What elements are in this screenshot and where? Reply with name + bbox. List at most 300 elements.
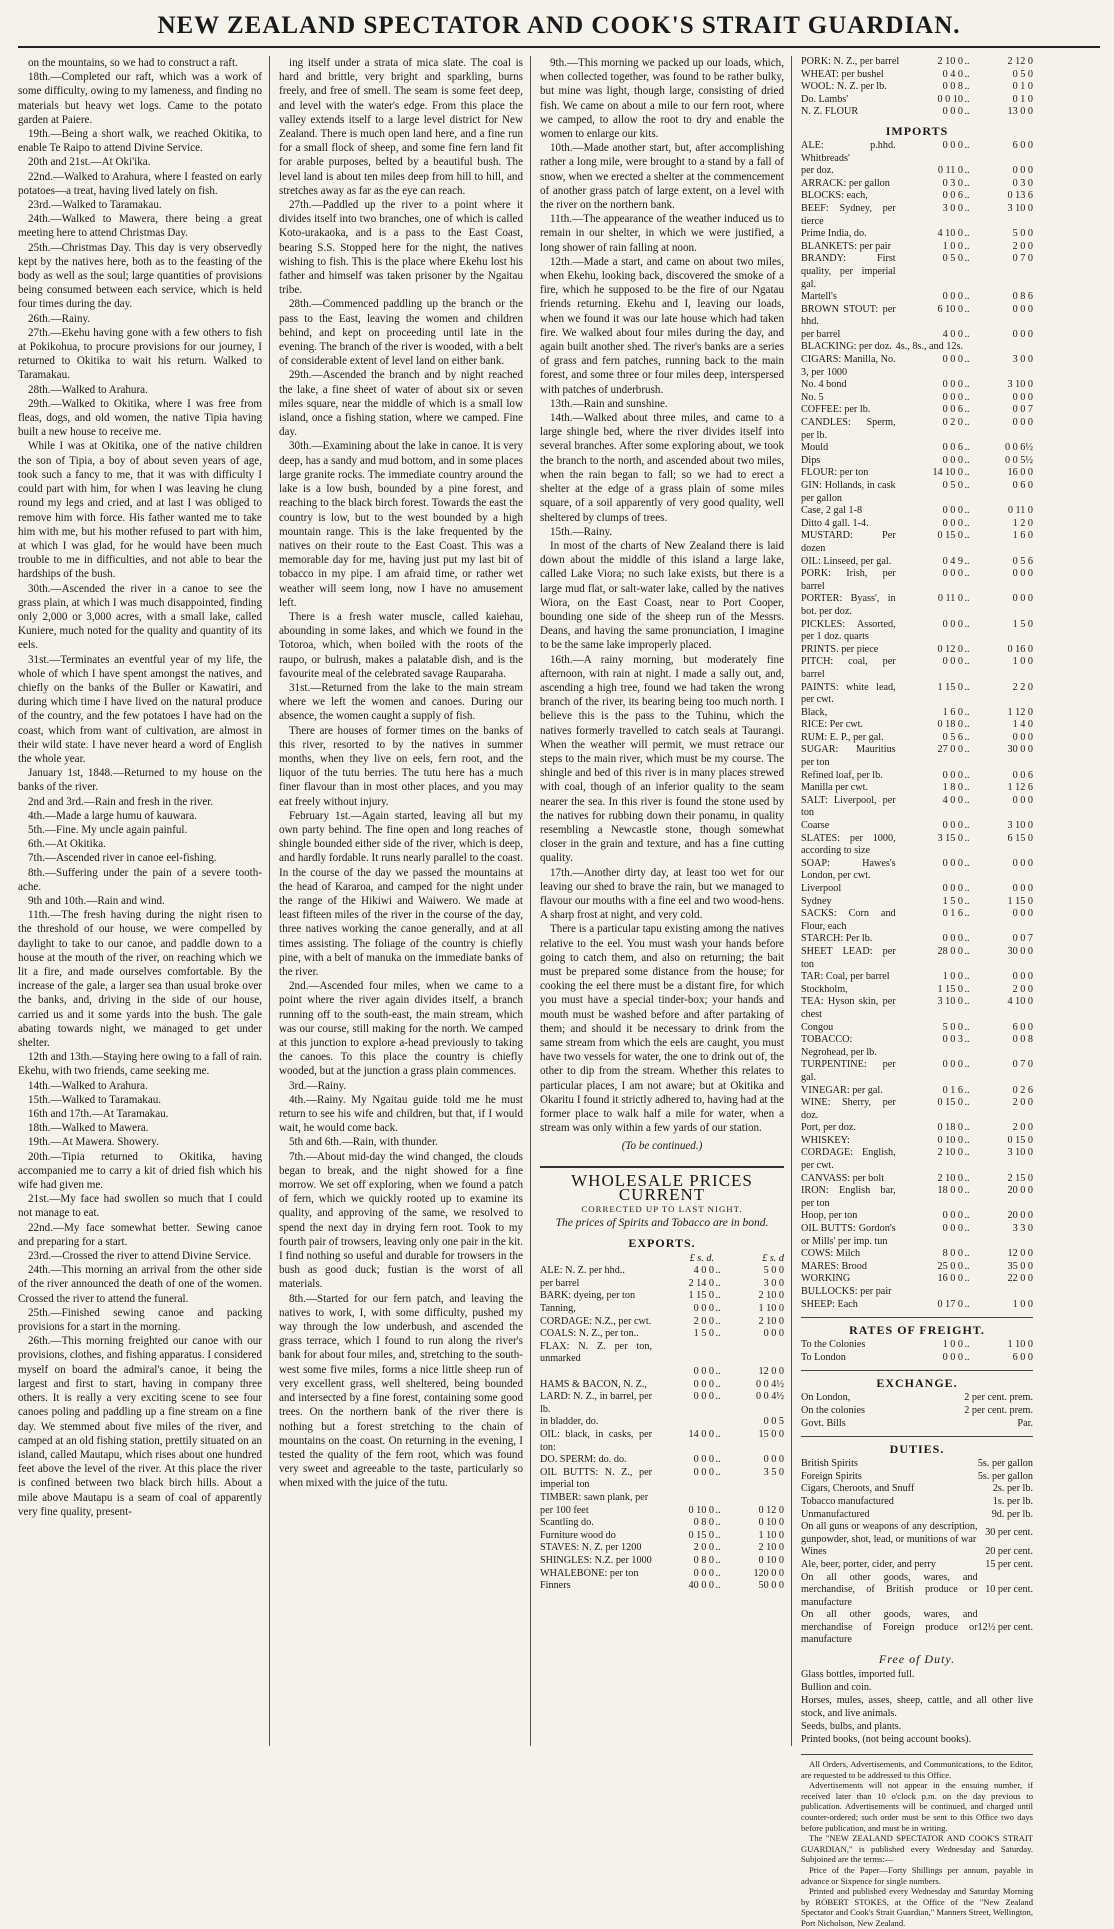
price-from: 3 10 0 xyxy=(937,996,963,1008)
price-to: 0 11 0 xyxy=(1007,505,1033,517)
price-to: 0 0 0 xyxy=(1012,165,1033,177)
price-item: SLATES: per 1000, according to size xyxy=(801,832,896,857)
price-item: ALE: p.hhd. Whitbreads' xyxy=(801,139,896,164)
paragraph: In most of the charts of New Zealand there is laid down about the middle of this island a large lake, called Lake Viora; no such lake exists, but there is a large mud flat, or salt-water lake, called by the natives Wiora, on the East Coast, near to Port Cooper, bounding one side of the sheep run of the Messrs. Deans, and having the same pronunciation, I imagine to be the same lake improperly placed. xyxy=(540,539,784,652)
price-item: STARCH: Per lb. xyxy=(801,933,873,945)
price-item: SOAP: Hawes's London, per cwt. xyxy=(801,857,896,882)
rate-value: 2 per cent. prem. xyxy=(964,1404,1033,1416)
price-from: 0 0 0 xyxy=(942,354,963,366)
price-row: To London 0 0 0 .. 6 0 0 xyxy=(801,1351,1033,1363)
price-to: 2 0 0 xyxy=(1012,1097,1033,1109)
column-2 xyxy=(279,56,531,1746)
price-to: 16 0 0 xyxy=(1007,467,1033,479)
paragraph: 12th and 13th.—Staying here owing to a fall of rain. Ekehu, with two friends, came seeking me. xyxy=(18,1051,262,1078)
price-to: 12 0 0 xyxy=(1007,1248,1033,1260)
paragraph: 28th.—Walked to Arahura. xyxy=(28,383,148,396)
price-row: PITCH: coal, per barrel 0 0 0 .. 1 0 0 xyxy=(801,656,1033,680)
paragraph: While I was at Okitika, one of the native children the son of Tipia, a boy of about seven years of age, took such a fancy to me, that it was with difficulty I could part with him, for when I was leaving he clung round my legs and cried, and at last I was obliged to remove him with force. His father wanted me to take him with me, but his mother refused to part with him, at which I was glad, for he would have been much trouble to me in difficulties, and not able to bear the hardships of the bush. xyxy=(18,440,262,581)
price-row: SACKS: Corn and Flour, each 0 1 6 .. 0 0 0 xyxy=(801,908,1033,932)
price-row: Finners 40 0 0 .. 50 0 0 xyxy=(540,1580,784,1592)
price-item: Scantling do. xyxy=(540,1517,594,1529)
paragraph: 29th.—Ascended the branch and by night reached the lake, a fine sheet of water of about six or seven miles square, near the middle of which is a small low island, once a fishing station, where we camped. Fine day. xyxy=(279,369,523,439)
imprint-paragraph: All Orders, Advertisements, and Communications, to the Editor, are requested to be addressed to this Office. xyxy=(801,1759,1033,1780)
price-row: Martell's 0 0 0 .. 0 8 6 xyxy=(801,291,1033,303)
price-from: 0 15 0 xyxy=(937,530,963,542)
price-from: 4 0 0 xyxy=(942,794,963,806)
price-from: 0 0 0 xyxy=(942,568,963,580)
price-row: Ditto 4 gall. 1-4. 0 0 0 .. 1 2 0 xyxy=(801,517,1033,529)
price-item: per doz. xyxy=(801,165,834,177)
price-item: SHEET LEAD: per ton xyxy=(801,945,896,970)
price-row: PORK: Irish, per barrel 0 0 0 .. 0 0 0 xyxy=(801,568,1033,592)
price-item: WINE: Sherry, per doz. xyxy=(801,1097,896,1121)
price-to: 5 0 0 xyxy=(763,1265,784,1277)
price-to: 0 0 8 xyxy=(1012,1034,1033,1046)
price-row: N. Z. FLOUR 0 0 0 .. 13 0 0 xyxy=(801,106,1033,118)
paragraph: 4th.—Rainy. My Ngaitau guide told me he must return to see his wife and children, but that, if I would wait, he would come back. xyxy=(279,1093,523,1135)
price-to: 2 10 0 xyxy=(758,1315,784,1327)
freight-table xyxy=(801,1339,1033,1364)
paragraph: 31st.—Returned from the lake to the main stream where we left the women and canoes. During our absence, the women caught a supply of fish. xyxy=(279,681,523,723)
price-row: COALS: N. Z., per ton.. 1 5 0 .. 0 0 0 xyxy=(540,1328,784,1340)
price-row: MARES: Brood 25 0 0 .. 35 0 0 xyxy=(801,1260,1033,1272)
price-from: 3 15 0 xyxy=(937,832,963,844)
free-list xyxy=(801,1668,1033,1746)
paragraph: 7th.—About mid-day the wind changed, the clouds began to break, and the night showed for a fine morrow. We set off exploring, when we found a patch of fern, which we quickly rooted up to examine its quality, and approving of the same, we resolved to spend the next day in drying fern root. Took to my fourth pair of trowsers, leaving only one pair in the kit. I find nothing so useful and durable for trowsers in the bush as good duck; fustian is the worst of all materials. xyxy=(279,1150,524,1291)
paragraph: 18th.—Completed our raft, which was a work of some difficulty, owing to my lameness, and finding no materials but heavy wet logs. Came to the potato garden at Paiere. xyxy=(18,71,262,126)
price-to: 2 0 0 xyxy=(1012,983,1033,995)
price-row xyxy=(540,1416,784,1429)
price-to: 0 0 0 xyxy=(1012,883,1033,894)
price-row: TEA: Hyson skin, per chest 3 10 0 .. 4 10 0 xyxy=(801,996,1033,1020)
price-to: 12 0 0 xyxy=(758,1366,784,1377)
paragraph: 18th.—Walked to Mawera. xyxy=(28,1122,149,1135)
price-from: 0 0 0 xyxy=(942,769,963,781)
price-to: 0 0 6½ xyxy=(1004,442,1033,454)
price-to: 13 0 0 xyxy=(1007,106,1033,118)
price-item: SUGAR: Mauritius per ton xyxy=(801,744,896,769)
price-row: WORKING BULLOCKS: per pair 16 0 0 .. 22 0 0 xyxy=(801,1273,1033,1297)
price-from: 2 10 0 xyxy=(937,56,963,67)
price-item: Liverpool xyxy=(801,883,842,894)
price-from: 4 0 0 xyxy=(693,1265,714,1277)
price-row: BARK: dyeing, per ton 1 15 0 .. 2 10 0 xyxy=(540,1290,784,1302)
price-row: To the Colonies 1 0 0 .. 1 10 0 xyxy=(801,1339,1033,1351)
price-item: PITCH: coal, per barrel xyxy=(801,656,896,680)
paragraph: 8th.—Suffering under the pain of a severe tooth-ache. xyxy=(18,866,262,893)
rate-item: On London, xyxy=(801,1392,851,1404)
price-row: GIN: Hollands, in cask per gallon 0 5 0 .. 0 6 0 xyxy=(801,480,1033,504)
price-to: 0 1 0 xyxy=(1012,81,1033,93)
rate-value: 15 per cent. xyxy=(985,1558,1033,1570)
price-row: per barrel 2 14 0 .. 3 0 0 xyxy=(540,1277,784,1289)
paragraph: 7th.—Ascended river in canoe eel-fishing. xyxy=(28,852,217,865)
price-item: COFFEE: per lb. xyxy=(801,404,871,416)
price-item: SHEEP: Each xyxy=(801,1298,858,1310)
paragraph: 8th.—Started for our fern patch, and leaving the natives to work, I, with some difficulty, pushed my way through the low underbush, and ascended the grass terrace, which I found to run along the river's bank for about four miles, and, stretching to the south-west some five miles, forms a nice little sheep run of very excellent grass, well sheltered, being bounded and intersected by a fine forest, containing some good trees. On the northern bank of the river there is nothing but a forest stretching to the chain of mountains on the coast. On returning in the evening, I tested the quality of the fern root, which was found very sweet and agreeable to the taste, particularly so when mixed with the juice of the tutu. xyxy=(279,1292,523,1490)
price-from: 1 15 0 xyxy=(937,681,963,693)
paragraph: 24th.—This morning an arrival from the other side of the river announced the death of one of the women. Crossed the river to attend the funeral. xyxy=(18,1264,262,1305)
price-row: VINEGAR: per gal. 0 1 6 .. 0 2 6 xyxy=(801,1084,1033,1096)
price-to: 50 0 0 xyxy=(758,1580,784,1592)
price-item: Manilla per cwt. xyxy=(801,782,869,794)
price-from: 0 0 0 xyxy=(693,1454,714,1466)
rate-item: On the colonies xyxy=(801,1404,865,1416)
price-item: TOBACCO: Negrohead, per lb. xyxy=(801,1034,877,1058)
price-from: 0 11 0 xyxy=(937,165,963,177)
price-row: Black, 1 6 0 .. 1 12 0 xyxy=(801,706,1033,718)
free-item: Horses, mules, asses, sheep, cattle, and all other live stock, and live animals. xyxy=(801,1695,1033,1720)
paragraph: 25th.—Finished sewing canoe and packing provisions for a start in the morning. xyxy=(18,1306,262,1334)
price-to: 0 0 4½ xyxy=(755,1378,784,1390)
rate-item: British Spirits xyxy=(801,1458,858,1470)
price-from: 16 0 0 xyxy=(937,1273,963,1285)
price-from: 0 0 0 xyxy=(693,1366,714,1377)
price-from: 14 0 0 xyxy=(688,1428,714,1440)
freight-title: RATES OF FREIGHT. xyxy=(849,1323,985,1338)
price-to: 0 0 0 xyxy=(1012,303,1033,315)
price-item: CIGARS: Manilla, No. 3, per 1000 xyxy=(801,354,896,378)
duties-title: DUTIES. xyxy=(889,1442,945,1457)
price-item: Furniture wood do xyxy=(540,1529,616,1541)
price-to: 0 0 0 xyxy=(763,1454,784,1466)
price-to: 6 15 0 xyxy=(1007,832,1033,844)
wholesale-prices xyxy=(540,1166,784,1593)
price-row: DO. SPERM: do. do. 0 0 0 .. 0 0 0 xyxy=(540,1454,784,1466)
price-to xyxy=(722,1341,784,1366)
exports-units-row xyxy=(540,1253,784,1266)
price-from: 1 0 0 xyxy=(942,971,963,983)
price-row: Hoop, per ton 0 0 0 .. 20 0 0 xyxy=(801,1210,1033,1222)
price-item: Port, per doz. xyxy=(801,1122,856,1134)
paragraph: 12th.—Made a start, and came on about two miles, when Ekehu, looking back, discovered the smoke of a fire, which he supposed to be the fire of our Ngatau friends returning. Ekehu and I, leaving our loads, when we found it was our late house which had taken fire. We walked about four miles during the day, and again built another shed. The river's banks are a series of grass and fern patches, running back to the main forest, and some three or four miles deep, interspersed with patches of underbrush. xyxy=(540,255,784,396)
rate-value: 30 per cent. xyxy=(985,1527,1033,1539)
price-item: CANVASS: per bolt xyxy=(801,1172,885,1184)
price-from: 0 11 0 xyxy=(937,593,963,605)
price-item: CORDAGE: N.Z., per cwt. xyxy=(540,1315,652,1327)
price-item: CANDLES: Sperm, per lb. xyxy=(801,417,896,441)
paragraph: 27th.—Ekehu having gone with a few others to fish at Pokikohua, to procure provisions for our journey, I returned to Okitika to wait his return. Walked to Taramakau. xyxy=(18,326,262,382)
price-from: 0 18 0 xyxy=(937,719,963,731)
price-to: 0 6 0 xyxy=(1012,480,1033,491)
paragraph: 14th.—Walked to Arahura. xyxy=(28,1079,148,1092)
column-4 xyxy=(801,56,1033,1928)
price-row: per 100 feet 0 10 0 .. 0 12 0 xyxy=(540,1504,784,1516)
price-from: 0 1 6 xyxy=(942,1084,963,1096)
price-item: SHINGLES: N.Z. per 1000 xyxy=(540,1554,652,1566)
rate-item: Cigars, Cheroots, and Snuff xyxy=(801,1483,915,1495)
price-to: 1 10 0 xyxy=(1007,1339,1033,1351)
price-from: 0 0 0 xyxy=(942,1210,963,1222)
price-from: 0 0 0 xyxy=(693,1567,714,1579)
paragraph: 30th.—Ascended the river in a canoe to see the grass plain, at which I was much disappointed, finding only 2,000 or 3,000 acres, with a small lake, called Kuniere, much noted for the quality and quantity of its eels. xyxy=(18,582,262,652)
price-from: 0 18 0 xyxy=(937,1122,963,1134)
price-to: 0 5 0 xyxy=(1012,68,1033,80)
price-item: Sydney xyxy=(801,895,832,907)
price-to: 2 2 0 xyxy=(1012,681,1033,693)
price-to: 3 0 0 xyxy=(763,1277,784,1289)
price-from: 0 0 6 xyxy=(942,442,963,454)
price-from: 0 10 0 xyxy=(937,1134,963,1146)
price-from: 0 0 0 xyxy=(693,1466,714,1478)
price-from: 4s., 8s., and 12s. xyxy=(895,341,963,353)
price-row: Dips 0 0 0 .. 0 0 5½ xyxy=(801,454,1033,466)
imprint xyxy=(801,1754,1033,1929)
price-to: 2 10 0 xyxy=(758,1290,784,1302)
price-from: 0 0 0 xyxy=(942,656,963,668)
paragraph: 16th and 17th.—At Taramakau. xyxy=(28,1108,169,1121)
price-item: N. Z. FLOUR xyxy=(801,106,859,118)
divider xyxy=(801,1370,1033,1371)
exchange-table xyxy=(801,1392,1033,1430)
price-item: PAINTS: white lead, per cwt. xyxy=(801,681,896,706)
price-row: CANVASS: per bolt 2 10 0 .. 2 15 0 xyxy=(801,1172,1033,1184)
price-item: TEA: Hyson skin, per chest xyxy=(801,996,896,1020)
price-row: WHISKEY: 0 10 0 .. 0 15 0 xyxy=(801,1134,1033,1146)
paragraph: There is a fresh water muscle, called kaiehau, abounding in some lakes, and which we found in the Totoroa, which, when boiled with the roots of the raupo, or bulrush, makes a palatable dish, and is the favourite meal of the celebrated savage Rauparaha. xyxy=(279,610,523,680)
price-row: CIGARS: Manilla, No. 3, per 1000 0 0 0 .. 3 0 0 xyxy=(801,354,1033,378)
paragraph: 23rd.—Crossed the river to attend Divine Service. xyxy=(28,1250,252,1263)
units-from: £ s. d. xyxy=(689,1252,714,1264)
price-row: SHEEP: Each 0 17 0 .. 1 0 0 xyxy=(801,1298,1033,1310)
price-to: 1 5 0 xyxy=(1012,618,1033,630)
price-from: 0 0 0 xyxy=(942,1223,963,1235)
price-to: 3 10 0 xyxy=(1007,820,1033,832)
column-3 xyxy=(540,56,792,1746)
rate-item: On all other goods, wares, and merchandise, of British produce or manufacture xyxy=(801,1571,978,1608)
price-to: 0 0 0 xyxy=(1012,328,1033,340)
imprint-paragraph: The "NEW ZEALAND SPECTATOR AND COOK'S STRAIT GUARDIAN," is published every Wednesday and Saturday. Subjoined are the terms:— xyxy=(801,1833,1033,1865)
price-to: 0 12 0 xyxy=(758,1504,784,1516)
price-from: 1 0 0 xyxy=(942,240,963,252)
price-row: 0 0 0 .. 12 0 0 xyxy=(540,1366,784,1379)
price-to: 20 0 0 xyxy=(1007,1210,1033,1222)
price-to: 0 10 0 xyxy=(758,1517,784,1529)
price-from xyxy=(652,1492,714,1505)
price-from: 0 0 0 xyxy=(942,505,963,517)
price-row: No. 4 bond 0 0 0 .. 3 10 0 xyxy=(801,379,1033,391)
price-row: Manilla per cwt. 1 8 0 .. 1 12 6 xyxy=(801,782,1033,794)
price-row: Mould 0 0 6 .. 0 0 6½ xyxy=(801,442,1033,454)
price-from: 0 3 0 xyxy=(942,177,963,189)
price-to: 0 7 0 xyxy=(1012,253,1033,265)
price-to: 3 10 0 xyxy=(1007,379,1033,391)
price-row: IRON: English bar, per ton 18 0 0 .. 20 0 0 xyxy=(801,1185,1033,1209)
paragraph: 5th and 6th.—Rain, with thunder. xyxy=(289,1136,438,1149)
paragraph: 9th and 10th.—Rain and wind. xyxy=(28,894,165,907)
price-from: 0 0 0 xyxy=(942,454,963,466)
price-to: 4 10 0 xyxy=(1007,996,1033,1008)
column-3-text xyxy=(540,56,784,1135)
paragraph: 29th.—Walked to Okitika, where I was free from fleas, dogs, and old women, the native Tipia having built a new house to receive me. xyxy=(18,397,262,439)
price-from: 0 1 6 xyxy=(942,908,963,920)
price-item: FLOUR: per ton xyxy=(801,467,869,479)
price-from xyxy=(652,1341,714,1366)
rate-value: 2s. per lb. xyxy=(992,1483,1033,1495)
paragraph: February 1st.—Again started, leaving all but my own party behind. The fine open and long reaches of shingle bounded either side of the river, which is deep, and hardly fordable. It runs nearly parallel to the coast. In the course of the day we passed the mountains at the head of Kararoa, and camped for the night under the range of the Hikiwi and Waiwero. We made at least fifteen miles of the river in the course of the day, three natives working the canoe generally, and at all times assisting. The foliage of the country is chiefly pine, with a belt of manuka on the immediate banks of the river. xyxy=(279,809,523,978)
price-item: ALE: N. Z. per hhd.. xyxy=(540,1265,625,1277)
price-from: 0 2 0 xyxy=(942,417,963,429)
price-item: CORDAGE: English, per cwt. xyxy=(801,1147,896,1172)
rate-row xyxy=(801,1418,1033,1431)
price-from: 2 10 0 xyxy=(937,1147,963,1159)
wholesale-subtitle: CORRECTED UP TO LAST NIGHT. xyxy=(581,1204,743,1215)
paragraph: 27th.—Paddled up the river to a point where it divides itself into two branches, one of which is called Koto-urakaoka, and is a pass to the East Coast, bearing S.S. Stopped here for the night, the natives wishing to fish. This is the place where Ekehu lost his father and himself was taken prisoner by the Ngaitau tribe. xyxy=(279,199,523,297)
price-row: OIL: black, in casks, per ton: 14 0 0 .. 15 0 0 xyxy=(540,1428,784,1453)
price-item: PORTER: Byass', in bot. per doz. xyxy=(801,593,896,617)
paragraph: 19th.—Being a short walk, we reached Okitika, to enable Te Raipo to attend Divine Service. xyxy=(18,128,262,155)
price-from: 0 0 0 xyxy=(942,139,963,151)
price-row: COFFEE: per lb. 0 0 6 .. 0 0 7 xyxy=(801,404,1033,416)
price-item: To the Colonies xyxy=(801,1339,866,1351)
rate-row xyxy=(801,1609,1033,1647)
price-from: 0 0 0 xyxy=(942,291,963,303)
price-row: SHEET LEAD: per ton 28 0 0 .. 30 0 0 xyxy=(801,945,1033,970)
price-item: BROWN STOUT: per hhd. xyxy=(801,303,896,328)
rate-item: Foreign Spirits xyxy=(801,1470,862,1482)
rate-row xyxy=(801,1483,1033,1496)
price-to: 2 10 0 xyxy=(758,1542,784,1554)
price-item: BLACKING: per doz. xyxy=(801,341,892,353)
price-row: SALT: Liverpool, per ton 4 0 0 .. 0 0 0 xyxy=(801,794,1033,819)
units-to: £ s. d xyxy=(762,1252,784,1264)
price-from: 0 17 0 xyxy=(937,1298,963,1310)
price-item: WHEAT: per bushel xyxy=(801,68,884,80)
price-item: Finners xyxy=(540,1580,571,1592)
price-to: 3 5 0 xyxy=(763,1466,784,1478)
price-to: 3 10 0 xyxy=(1007,1147,1033,1159)
price-item: OIL BUTTS: N. Z., per imperial ton xyxy=(540,1466,652,1491)
price-from: 4 0 0 xyxy=(942,328,963,340)
paragraph: 13th.—Rain and sunshine. xyxy=(550,397,668,410)
divider xyxy=(801,1317,1033,1318)
price-item: STAVES: N. Z. per 1200 xyxy=(540,1542,642,1554)
price-item: WOOL: N. Z. per lb. xyxy=(801,81,887,93)
price-row: LARD: N. Z., in barrel, per lb. 0 0 0 .. 0 0 4½ xyxy=(540,1391,784,1415)
price-item: No. 5 xyxy=(801,391,824,403)
price-from: 4 10 0 xyxy=(937,228,963,240)
rate-row xyxy=(801,1509,1033,1522)
price-row: Coarse 0 0 0 .. 3 10 0 xyxy=(801,820,1033,832)
price-row: ARRACK: per gallon 0 3 0 .. 0 3 0 xyxy=(801,177,1033,189)
rate-row xyxy=(801,1572,1033,1610)
paragraph: 14th.—Walked about three miles, and came to a large shingle bed, where the river divides itself into several branches. After some exploring about, we took the branch to the north, and ascended about two miles, when the rain began to fall; so we had to erect a shelter at the edge of a grass plain of some miles square, of a soil apparently of very good quality, well sheltered by clumps of trees. xyxy=(540,412,784,524)
price-to: 0 0 0 xyxy=(1012,593,1033,605)
price-to: 120 0 0 xyxy=(753,1567,784,1579)
price-to: 2 12 0 xyxy=(1007,56,1033,67)
price-to: 0 0 0 xyxy=(1012,731,1033,743)
price-row: per barrel 4 0 0 .. 0 0 0 xyxy=(801,328,1033,340)
price-from: 0 8 0 xyxy=(693,1554,714,1566)
price-from: 0 0 0 xyxy=(693,1391,714,1403)
paragraph: 11th.—The fresh having during the night risen to the threshold of our house, we were compelled by daylight to take to our canoe, and paddle down to a house at the mouth of the river, on reaching which we lit a fire, and made ourselves comfortable. By the increase of the gale, a larger sea than usual broke over the banks, and, driving in the side of our house, carried us and it some yards into the bush. The gale abating towards night, we managed to get under shelter. xyxy=(18,909,262,1050)
rate-row xyxy=(801,1521,1033,1546)
price-from: 0 0 0 xyxy=(942,391,963,403)
price-from: 0 0 3 xyxy=(942,1034,963,1046)
paragraph: 20th.—Tipia returned to Okitika, having accompanied me to carry a kit of dried fish which his wife had given me. xyxy=(18,1150,262,1192)
price-item: Refined loaf, per lb. xyxy=(801,769,883,781)
price-item: LARD: N. Z., in barrel, per lb. xyxy=(540,1391,652,1415)
columns xyxy=(18,56,1100,1928)
price-item: PICKLES: Assorted, per 1 doz. quarts xyxy=(801,618,896,643)
price-to: 0 8 6 xyxy=(1012,291,1033,303)
paragraph: 6th.—At Okitika. xyxy=(28,838,106,851)
price-item: No. 4 bond xyxy=(801,379,847,391)
price-item: FLAX: N. Z. per ton, unmarked xyxy=(540,1340,652,1365)
price-row xyxy=(540,1492,784,1505)
price-from: 2 0 0 xyxy=(693,1542,714,1554)
price-from: 0 0 6 xyxy=(942,404,963,416)
price-row: PRINTS. per piece 0 12 0 .. 0 16 0 xyxy=(801,643,1033,655)
paragraph: 2nd.—Ascended four miles, when we came to a point where the river again divides itself, a branch running off to the south-east, the main stream, which was our course, still making for the north. We camped at this junction to explore a-head previously to taking the canoes. To this place the country is chiefly wooded, but at the junction a grass plain commences. xyxy=(279,980,523,1078)
column-1 xyxy=(18,56,270,1746)
price-row: MUSTARD: Per dozen 0 15 0 .. 1 6 0 xyxy=(801,530,1033,554)
price-to: 1 0 0 xyxy=(1012,656,1033,668)
paragraph: 22nd.—My face somewhat better. Sewing canoe and preparing for a start. xyxy=(18,1221,262,1248)
price-to: 2 0 0 xyxy=(1012,1122,1033,1134)
price-to: 0 16 0 xyxy=(1007,643,1033,655)
price-to: 0 0 0 xyxy=(763,1328,784,1340)
price-row: TURPENTINE: per gal. 0 0 0 .. 0 7 0 xyxy=(801,1059,1033,1083)
price-item: PORK: Irish, per barrel xyxy=(801,568,896,592)
price-row: Sydney 1 5 0 .. 1 15 0 xyxy=(801,895,1033,907)
price-to: 0 1 0 xyxy=(1012,93,1033,105)
price-row: WOOL: N. Z. per lb. 0 0 8 .. 0 1 0 xyxy=(801,81,1033,93)
paragraph: 2nd and 3rd.—Rain and fresh in the river. xyxy=(28,795,214,808)
price-row: COWS: Milch 8 0 0 .. 12 0 0 xyxy=(801,1248,1033,1260)
price-to xyxy=(722,1492,784,1505)
price-from: 0 0 0 xyxy=(942,1351,963,1363)
price-to: 1 15 0 xyxy=(1007,895,1033,907)
price-to: 3 0 0 xyxy=(1012,354,1033,366)
price-item: SALT: Liverpool, per ton xyxy=(801,794,896,819)
price-item: OIL: Linseed, per gal. xyxy=(801,555,892,567)
price-row: OIL: Linseed, per gal. 0 4 9 .. 0 5 6 xyxy=(801,555,1033,567)
exports-continued-table xyxy=(801,56,1033,119)
price-row xyxy=(801,341,1033,354)
exports-table xyxy=(540,1253,784,1593)
price-item: MUSTARD: Per dozen xyxy=(801,530,896,554)
price-to: 0 0 0 xyxy=(1012,391,1033,403)
price-from: 0 0 0 xyxy=(942,106,963,118)
price-to: 20 0 0 xyxy=(1007,1185,1033,1197)
paragraph: 24th.—Walked to Mawera, there being a great meeting here to attend Christmas Day. xyxy=(18,213,262,240)
rate-item: Ale, beer, porter, cider, and perry xyxy=(801,1558,936,1570)
paragraph: 21st.—My face had swollen so much that I could not manage to eat. xyxy=(18,1193,262,1220)
price-to: 0 0 5 xyxy=(763,1416,784,1428)
price-item: WORKING BULLOCKS: per pair xyxy=(801,1273,892,1297)
rate-row xyxy=(801,1546,1033,1559)
price-item: MARES: Brood xyxy=(801,1260,867,1272)
price-from: 0 0 0 xyxy=(942,883,963,894)
imprint-paragraph: Price of the Paper—Forty Shillings per annum, payable in advance or Sixpence for single numbers. xyxy=(801,1865,1033,1886)
price-from: 5 0 0 xyxy=(942,1021,963,1033)
price-to xyxy=(971,341,1033,354)
price-to: 1 4 0 xyxy=(1012,719,1033,731)
price-row: STARCH: Per lb. 0 0 0 .. 0 0 7 xyxy=(801,933,1033,945)
paragraph: 22nd.—Walked to Arahura, where I feasted on early potatoes—a treat, having lived lately on fish. xyxy=(18,170,262,197)
rate-item: Wines xyxy=(801,1546,827,1558)
rate-item: Tobacco manufactured xyxy=(801,1495,894,1507)
price-item: BEEF: Sydney, per tierce xyxy=(801,202,896,227)
imports-table xyxy=(801,140,1033,1311)
price-to: 15 0 0 xyxy=(758,1428,784,1440)
paragraph: There are houses of former times on the banks of this river, resorted to by the natives in summer months, when they live on eels, fern root, and the liquor of the tutu berries. The tutu here has a much finer flavour than in most other places, and you may eat freely without injury. xyxy=(279,724,523,808)
paragraph: 30th.—Examining about the lake in canoe. It is very deep, has a sandy and mud bottom, and in some places large granite rocks. The immediate country around the lake is a low bush, bounded by a pine forest, and reaching to the black birch forest. Towards the east the country is low, but to the west bounded by a high mountain range. This is the lake frequented by the natives on their route to the East Coast. This was a memorable day for me, having just put my last bit of tobacco in my pipe. I am afraid time, or rather wet weather will seem long, now I have no amusement left. xyxy=(279,440,523,609)
price-from: 1 6 0 xyxy=(942,706,963,718)
price-item xyxy=(540,1366,652,1379)
price-row: OIL BUTTS: N. Z., per imperial ton 0 0 0 .. 3 5 0 xyxy=(540,1466,784,1491)
